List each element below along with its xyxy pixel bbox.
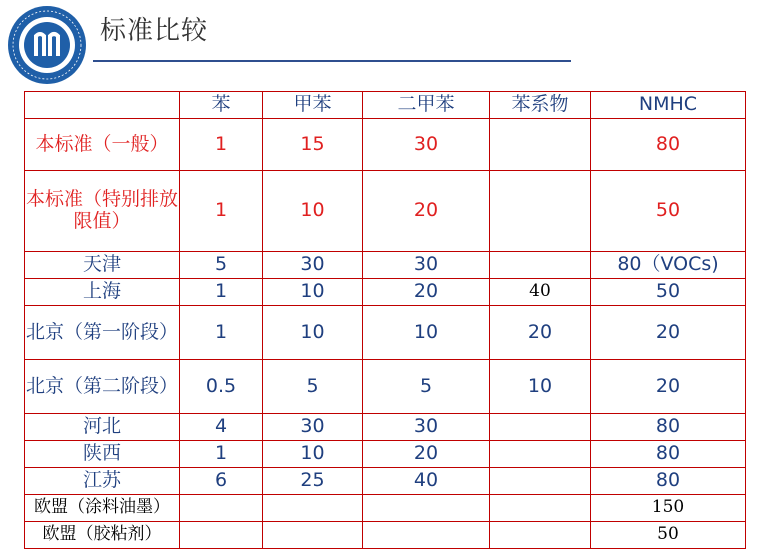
table-cell [490,119,591,171]
row-label: 河北 [25,414,180,441]
table-cell: 150 [591,495,746,522]
row-label: 欧盟（胶粘剂） [25,522,180,549]
table-cell: 40 [363,468,490,495]
header-cell-blank [25,92,180,119]
row-label: 欧盟（涂料油墨） [25,495,180,522]
row-label: 北京（第二阶段） [25,360,180,414]
table-cell: 30 [363,414,490,441]
header-cell: 二甲苯 [363,92,490,119]
table-row [25,171,746,252]
table-cell: 20 [363,279,490,306]
table-cell [263,495,363,522]
table-cell: 30 [363,252,490,279]
table-cell: 50 [591,522,746,549]
table-cell: 50 [591,171,746,252]
university-logo [6,4,88,86]
row-label: 上海 [25,279,180,306]
table-cell: 10 [263,441,363,468]
table-cell: 10 [363,306,490,360]
table-cell: 5 [263,360,363,414]
table-row [25,468,746,495]
table-cell [363,522,490,549]
table-cell: 6 [180,468,263,495]
table-cell: 80 [591,119,746,171]
table-cell: 30 [263,252,363,279]
table-cell [490,414,591,441]
table-row [25,414,746,441]
table-cell: 20 [363,441,490,468]
table-row [25,360,746,414]
table-row [25,441,746,468]
table-cell: 20 [591,360,746,414]
row-label: 北京（第一阶段） [25,306,180,360]
table-cell: 1 [180,279,263,306]
table-header-row [25,92,746,119]
table-cell [490,522,591,549]
table-cell: 20 [490,306,591,360]
table-row [25,495,746,522]
header-cell: 甲苯 [263,92,363,119]
table-cell [363,495,490,522]
table-cell: 1 [180,171,263,252]
row-label: 本标准（一般） [25,119,180,171]
table-row [25,306,746,360]
table-cell [490,441,591,468]
row-label: 本标准（特别排放限值） [25,171,180,252]
table-cell: 10 [263,279,363,306]
table-cell [490,252,591,279]
table-row [25,119,746,171]
table-row [25,279,746,306]
table-cell: 1 [180,441,263,468]
table-cell: 5 [363,360,490,414]
table-cell: 1 [180,306,263,360]
row-label: 江苏 [25,468,180,495]
table-cell: 20 [591,306,746,360]
table-cell: 40 [490,279,591,306]
table-cell: 1 [180,119,263,171]
table-cell: 80 [591,468,746,495]
table-cell: 10 [263,306,363,360]
table-cell: 10 [263,171,363,252]
table-cell: 30 [263,414,363,441]
table-cell: 80 [591,441,746,468]
standards-comparison-table [24,91,746,549]
header-cell: NMHC [591,92,746,119]
page-title: 标准比较 [100,16,209,46]
header-cell: 苯 [180,92,263,119]
row-label: 天津 [25,252,180,279]
table-cell [490,171,591,252]
title-underline [93,60,571,62]
table-cell: 15 [263,119,363,171]
table-row [25,522,746,549]
table-cell [263,522,363,549]
table-cell: 5 [180,252,263,279]
table-cell: 30 [363,119,490,171]
table-cell: 4 [180,414,263,441]
table-cell: 0.5 [180,360,263,414]
table-cell [490,468,591,495]
table-cell: 10 [490,360,591,414]
table-cell: 25 [263,468,363,495]
table-cell [490,495,591,522]
table-cell: 80 [591,414,746,441]
table-cell [180,522,263,549]
table-row [25,252,746,279]
row-label: 陕西 [25,441,180,468]
header-cell: 苯系物 [490,92,591,119]
table-cell: 50 [591,279,746,306]
table-cell: 80（VOCs) [591,252,746,279]
table-cell: 20 [363,171,490,252]
table-cell [180,495,263,522]
